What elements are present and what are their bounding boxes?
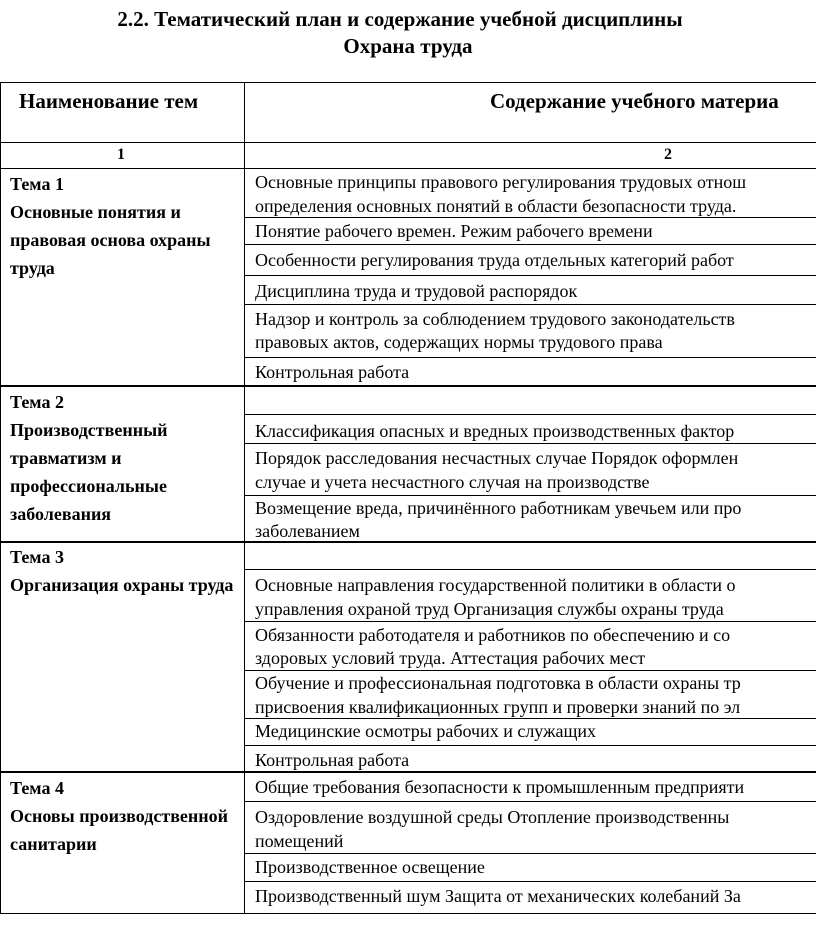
content-line: Особенности регулирования труда отдельных категорий работ <box>255 250 734 270</box>
column-divider <box>244 82 245 914</box>
header-divider <box>0 142 816 143</box>
content-line: Основные направления государственной политики в области о <box>255 575 736 595</box>
row-divider <box>244 621 816 622</box>
content-line: Дисциплина труда и трудовой распорядок <box>255 281 578 301</box>
topic-4-cell <box>10 774 242 858</box>
topic-label: Тема 2 <box>10 392 64 412</box>
topic-divider <box>0 385 816 387</box>
content-line: Понятие рабочего времен. Режим рабочего времени <box>255 221 653 241</box>
row-divider <box>244 357 816 358</box>
content-line: случае и учета несчастного случая на производстве <box>255 472 650 492</box>
row-divider <box>244 881 816 882</box>
document-title: 2.2. Тематический план и содержание учебной дисциплины <box>117 7 683 31</box>
content-line: правовых актов, содержащих нормы трудового права <box>255 332 663 352</box>
column-header-content: Содержание учебного материа <box>490 89 779 113</box>
table-border-left <box>0 82 1 914</box>
content-line: Контрольная работа <box>255 362 410 382</box>
topic-3-cell <box>10 543 242 599</box>
topic-label: Тема 3 <box>10 547 64 567</box>
content-line: Надзор и контроль за соблюдением трудового законодательств <box>255 309 735 329</box>
topic-name: Основные понятия и правовая основа охраны труда <box>10 202 211 278</box>
topic-name: Основы производственной санитарии <box>10 806 229 854</box>
row-divider <box>244 853 816 854</box>
column-number-2: 2 <box>664 146 672 163</box>
content-line: управления охраной труд Организация службы охраны труда <box>255 599 724 619</box>
row-divider <box>244 745 816 746</box>
content-line: заболеванием <box>255 521 360 541</box>
content-line: Возмещение вреда, причинённого работникам увечьем или про <box>255 498 742 518</box>
topic-name: Производственный травматизм и профессиональные заболевания <box>10 420 168 524</box>
content-line: Контрольная работа <box>255 750 410 770</box>
content-line: определения основных понятий в области безопасности труда. <box>255 196 737 216</box>
content-line: присвоения квалификационных групп и проверки знаний по эл <box>255 697 741 717</box>
row-divider <box>244 414 816 415</box>
table-border-top <box>0 82 816 83</box>
content-line: Производственный шум Защита от механических колебаний За <box>255 886 741 906</box>
row-divider <box>244 304 816 305</box>
content-line: Обучение и профессиональная подготовка в области охраны тр <box>255 673 741 693</box>
row-divider <box>244 443 816 444</box>
topic-label: Тема 1 <box>10 174 64 194</box>
row-divider <box>244 801 816 802</box>
content-line: помещений <box>255 831 344 851</box>
content-line: Производственное освещение <box>255 857 485 877</box>
content-line: Медицинские осмотры рабочих и служащих <box>255 721 596 741</box>
topic-1-cell <box>10 170 242 282</box>
document-subtitle: Охрана труда <box>343 34 473 58</box>
column-number-1: 1 <box>117 146 125 163</box>
content-line: Оздоровление воздушной среды Отопление производственны <box>255 807 730 827</box>
content-line: здоровых условий труда. Аттестация рабочих мест <box>255 648 646 668</box>
content-line: Классификация опасных и вредных производственных фактор <box>255 421 735 441</box>
content-line: Порядок расследования несчастных случае Порядок оформлен <box>255 448 739 468</box>
column-header-topics: Наименование тем <box>19 89 199 113</box>
row-divider <box>244 275 816 276</box>
content-line: Обязанности работодателя и работников по обеспечению и со <box>255 625 731 645</box>
content-line: Общие требования безопасности к промышленным предприяти <box>255 777 745 797</box>
row-divider <box>244 244 816 245</box>
row-divider <box>244 569 816 570</box>
topic-name: Организация охраны труда <box>10 575 234 595</box>
topic-2-cell <box>10 388 242 528</box>
table-border-bottom <box>0 913 816 914</box>
number-row-divider <box>0 168 816 169</box>
topic-label: Тема 4 <box>10 778 64 798</box>
content-line: Основные принципы правового регулирования трудовых отнош <box>255 172 747 192</box>
